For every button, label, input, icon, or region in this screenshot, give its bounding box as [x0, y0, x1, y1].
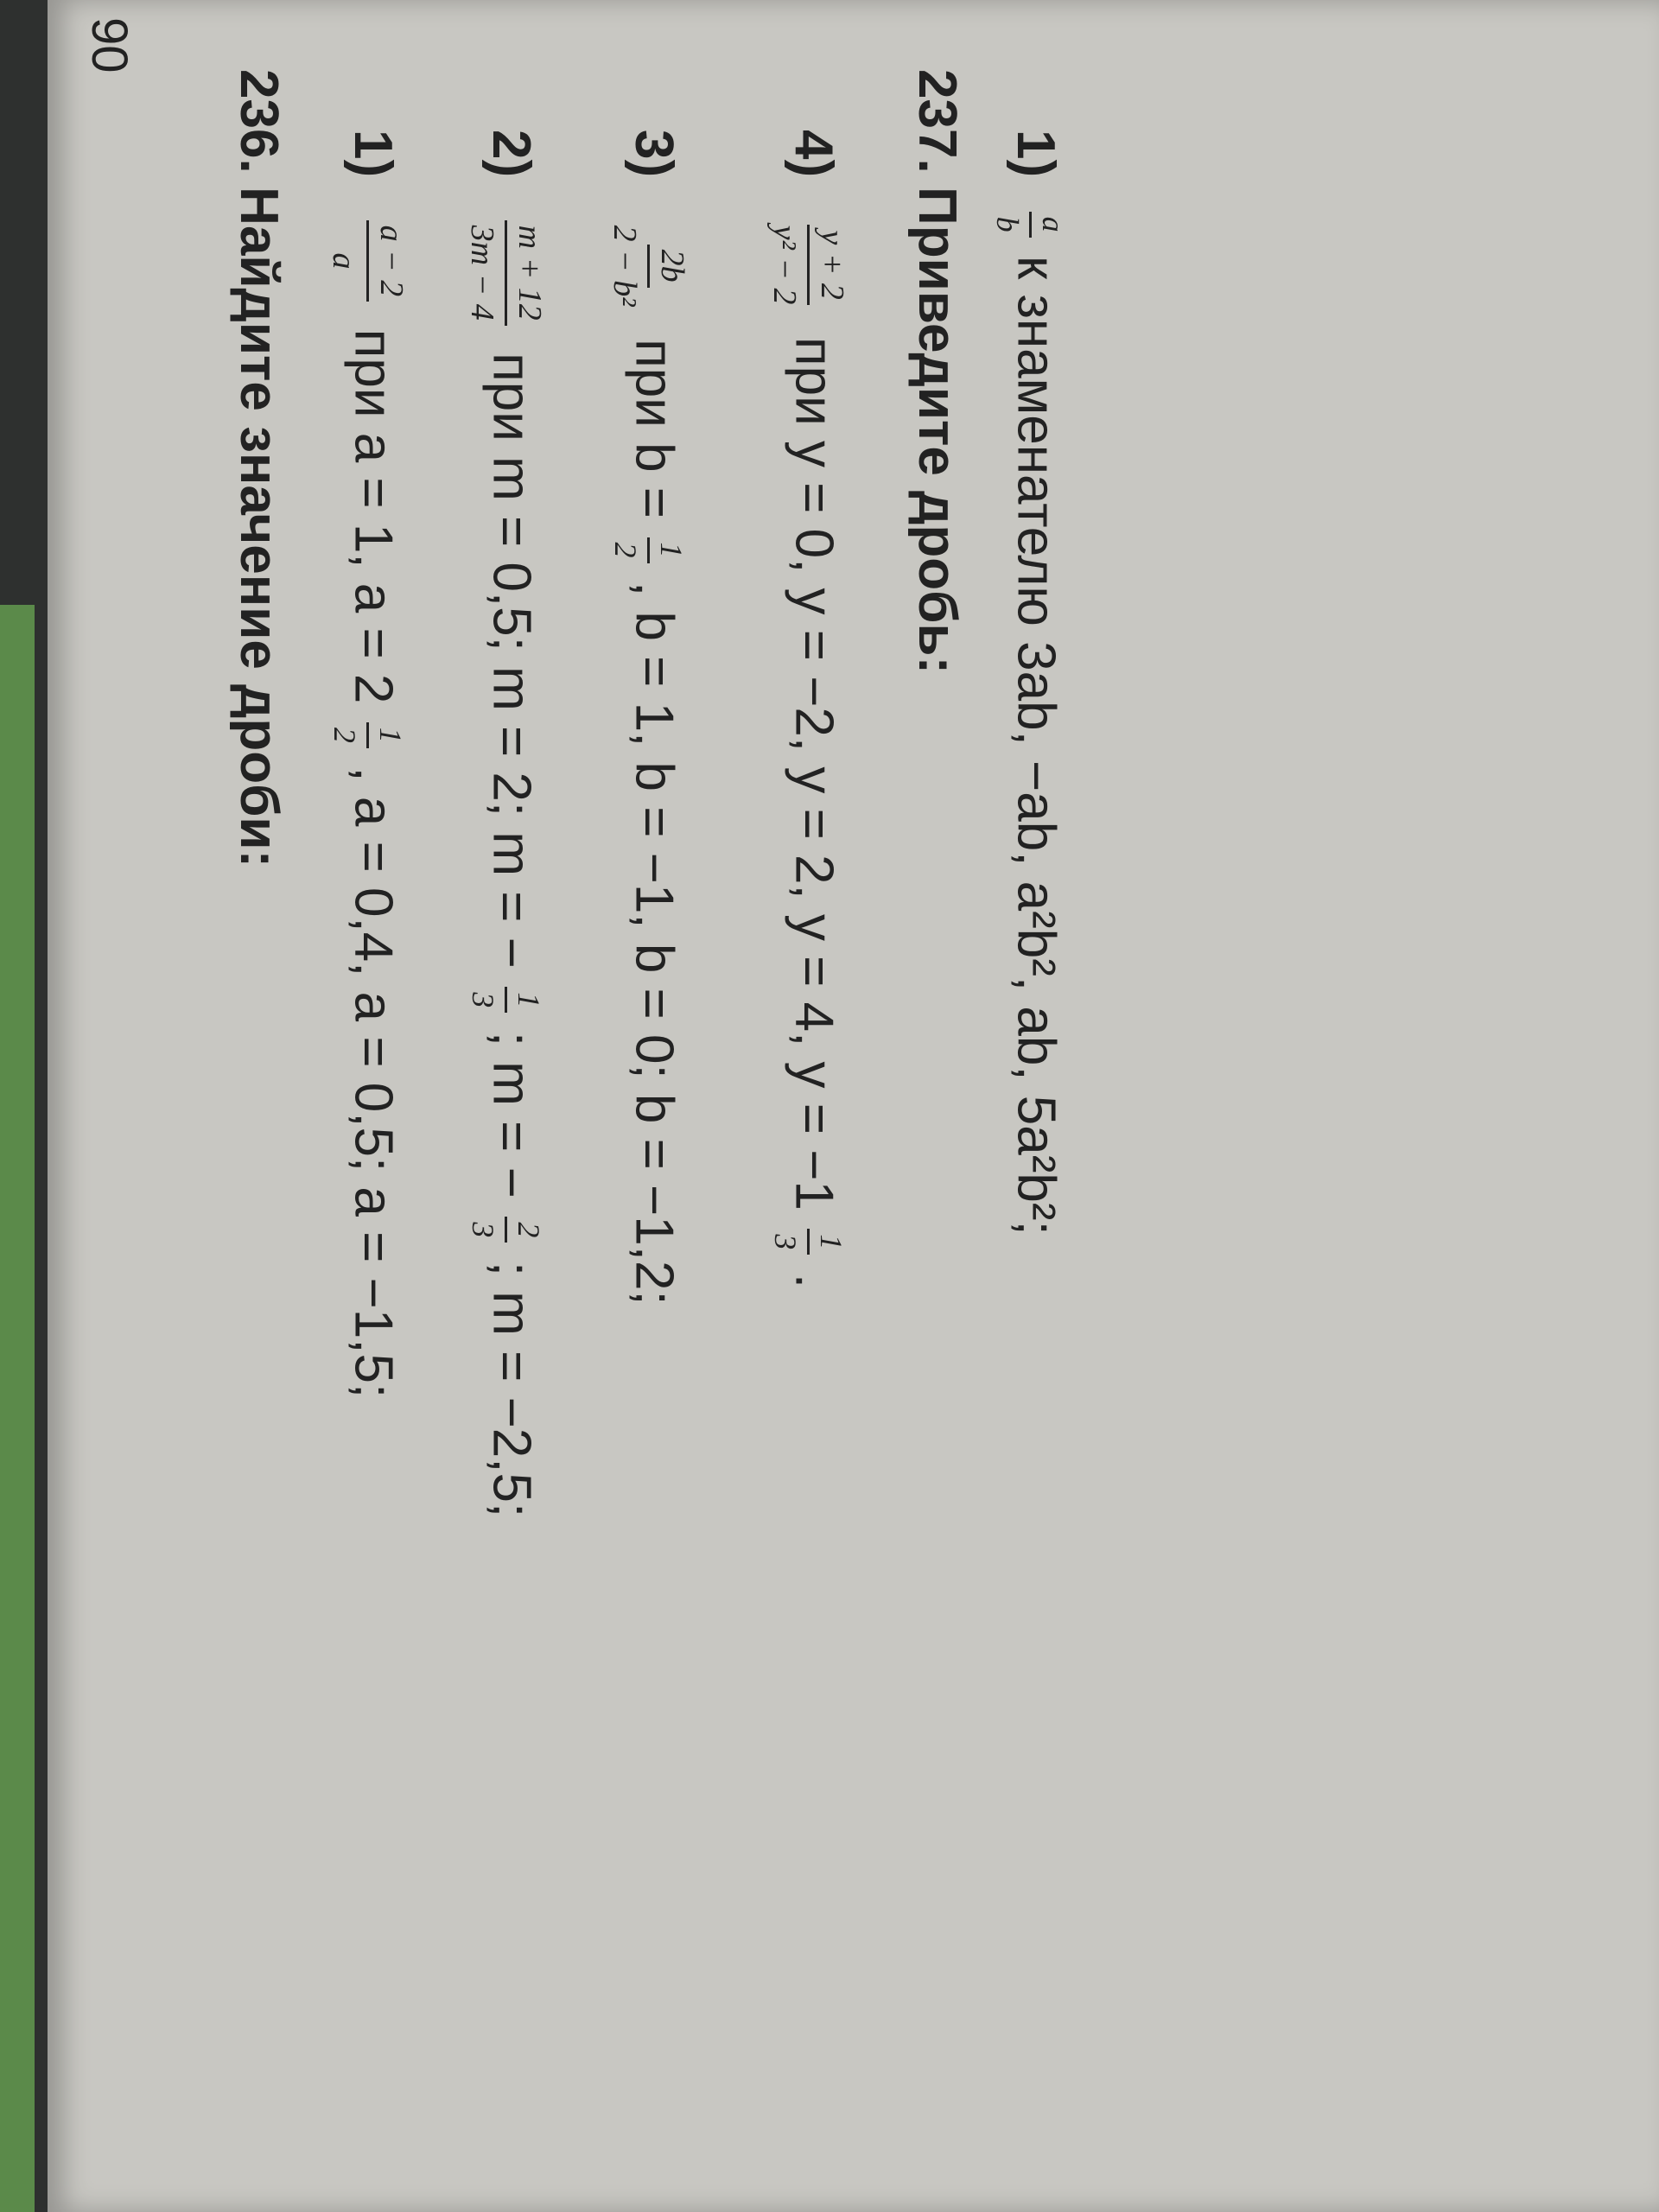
task-236-item-4: [766, 130, 851, 1288]
item-label: 2): [481, 130, 542, 178]
fraction-numerator: 1: [807, 1229, 849, 1255]
fraction-denominator: 3: [466, 992, 500, 1008]
fraction-one-third: [767, 1229, 849, 1255]
task-237-number: 237.: [907, 69, 967, 174]
fraction-denominator: 3: [768, 1234, 803, 1250]
task-236-item-3: [606, 130, 691, 1306]
fraction-numerator: m + 12: [505, 220, 549, 326]
fraction-denominator: 2 − b²: [607, 225, 643, 307]
fraction-numerator: 1: [366, 722, 409, 748]
condition-rest: , a = 0,4, a = 0,5; a = −1,5;: [343, 766, 404, 1399]
fraction-numerator: 1: [647, 537, 690, 563]
task-236-item-1: [325, 130, 410, 1398]
fraction-denominator: a: [326, 252, 362, 270]
fraction-numerator: 1: [505, 987, 547, 1013]
item-label: 4): [784, 130, 844, 178]
task-text: к знаменателю 3ab, −ab, a²b², ab, 5a²b²;: [1006, 256, 1066, 1236]
fraction: [606, 220, 691, 312]
task-236-item-2: [463, 130, 549, 1517]
fraction-two-thirds: [465, 1217, 547, 1243]
fraction-numerator: 2b: [647, 245, 691, 288]
condition-text: при a = 1, a = 2: [343, 328, 404, 704]
fraction-one-third: [465, 987, 547, 1013]
page-number: 90: [81, 17, 137, 73]
fraction-denominator: 2: [327, 727, 362, 743]
fraction-numerator: a − 2: [366, 220, 410, 302]
fraction-numerator: a: [1029, 212, 1071, 238]
fraction-denominator: b: [990, 216, 1025, 232]
condition-text: при b =: [624, 339, 684, 519]
task-237-heading: [906, 69, 968, 674]
page-content: [81, 0, 1659, 2212]
item-label: 1): [343, 130, 404, 178]
condition-rest: .: [784, 1273, 844, 1289]
task-237-item-1: [989, 130, 1071, 1236]
fraction-denominator: 2: [608, 542, 643, 558]
fraction-numerator: 2: [505, 1217, 547, 1243]
condition-text: при m = 0,5; m = 2; m = −: [481, 353, 542, 969]
condition-rest: ; m = −2,5;: [481, 1261, 542, 1518]
mixed-fraction: [327, 722, 409, 748]
fraction-denominator: 3: [466, 1222, 500, 1238]
condition-text: при y = 0, y = −2, y = 2, y = 4, y = −1: [784, 337, 844, 1211]
item-label: 3): [624, 130, 684, 178]
fraction-one-half: [607, 537, 690, 563]
fraction: [325, 220, 410, 302]
item-label: 1): [1006, 130, 1066, 178]
fraction: [463, 220, 549, 326]
fraction: [989, 212, 1071, 238]
task-236-number: 236.: [229, 69, 289, 174]
condition-mid: ; m = −: [481, 1031, 542, 1198]
fraction-denominator: y² − 2: [766, 225, 803, 305]
task-237-title: Приведите дробь:: [907, 187, 967, 675]
condition-rest: , b = 1, b = −1, b = 0; b = −1,2;: [624, 582, 684, 1306]
fraction: [766, 220, 851, 310]
task-236-heading: [227, 69, 289, 868]
book-page: [48, 0, 1659, 2212]
task-236-title: Найдите значение дроби:: [229, 187, 289, 868]
fraction-denominator: 3m − 4: [464, 225, 500, 321]
fraction-numerator: y + 2: [807, 225, 851, 305]
desk-strip: [0, 605, 35, 2212]
